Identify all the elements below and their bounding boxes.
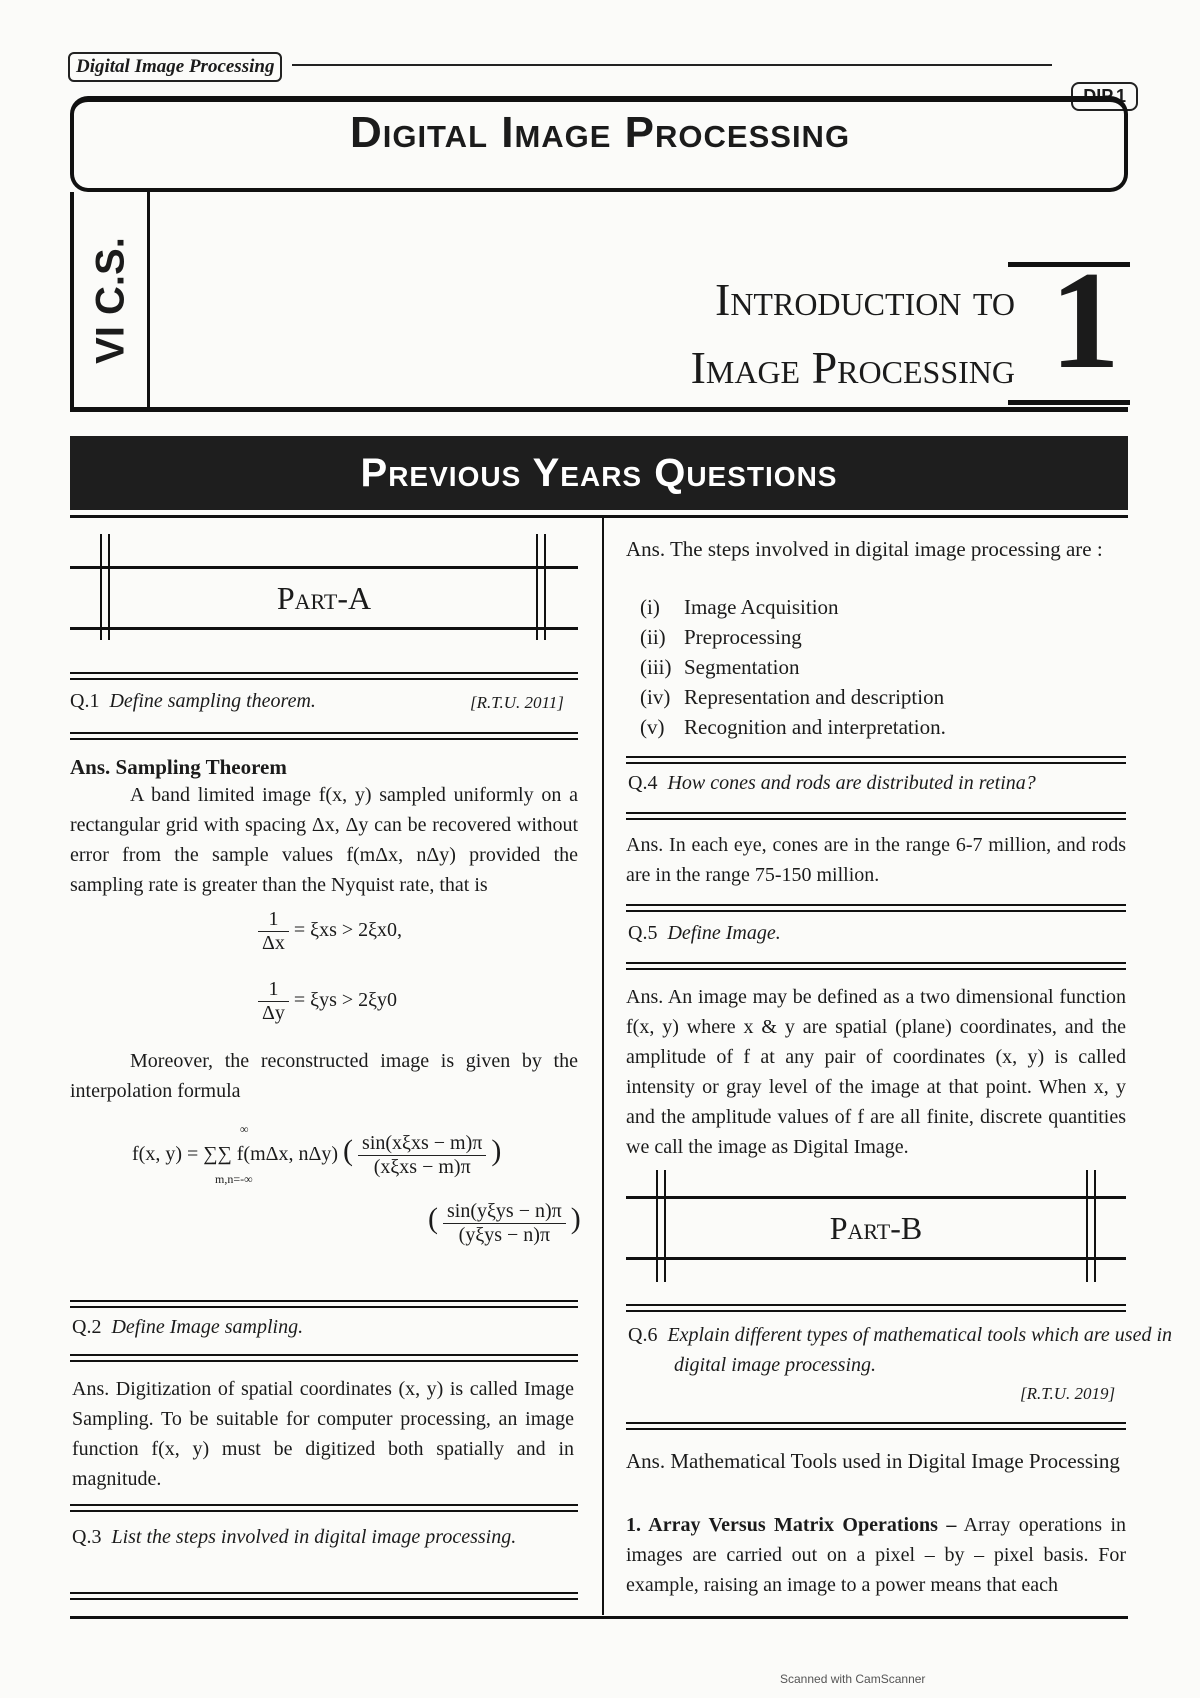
fraction [258, 908, 289, 955]
page-code: DIP.1 [1071, 82, 1138, 111]
item-text: Recognition and interpretation. [684, 715, 946, 739]
paragraph-text: Array operations in images are carried out on a pixel – by – pixel basis. For example, raising an image to a power means that each [626, 1514, 1126, 1596]
item-text: Preprocessing [684, 625, 802, 649]
equation-rhs: = ξys > 2ξy0 [293, 989, 398, 1012]
semester-label: VI C.S. [88, 237, 133, 364]
item-number: (iii) [640, 655, 672, 679]
chapter-number-bottom-bar [1008, 400, 1130, 405]
item-number: (iv) [640, 685, 671, 709]
q6-answer-heading: Ans. Mathematical Tools used in Digital Image Processing [626, 1449, 1120, 1473]
question-text: Define Image sampling. [111, 1316, 304, 1338]
question-number: Q.2 [72, 1316, 102, 1338]
item-number: (v) [640, 715, 665, 739]
numerator: 1 [258, 978, 289, 1002]
interpolation-formula-part2 [428, 1200, 581, 1247]
denominator: Δy [262, 1002, 285, 1024]
q1-answer-para1: A band limited image f(x, y) sampled uniformly on a rectangular grid with spacing Δx, Δy can be recovered without error from the sample values f(mΔx, nΔy) provided the sampling rate is greater than the Nyquist rate, that is [70, 784, 578, 896]
fraction [443, 1200, 566, 1247]
equation-rhs: = ξxs > 2ξx0, [293, 919, 403, 942]
fraction [358, 1132, 486, 1179]
denominator: Δx [262, 932, 285, 954]
numerator: sin(yξys − n)π [443, 1200, 566, 1224]
question-5 [628, 922, 1128, 945]
chapter-title-line2: Image Processing [690, 342, 1015, 393]
question-text: Explain different types of mathematical tools which are used in digital image processing. [667, 1324, 1173, 1376]
paren: ( [428, 1202, 438, 1236]
rule [70, 672, 578, 680]
rule [70, 732, 578, 740]
item-text: Representation and description [684, 685, 945, 709]
q6-answer-para1 [626, 1510, 1126, 1600]
chapter-number: 1 [1050, 243, 1120, 398]
part-a-heading: Part-A [70, 566, 578, 630]
q1-answer-para2: Moreover, the reconstructed image is given by the interpolation formula [70, 1050, 578, 1102]
rule [70, 1300, 578, 1308]
nyquist-eq-y [258, 978, 397, 1025]
part-b-heading: Part-B [626, 1196, 1126, 1260]
fraction [258, 978, 289, 1025]
question-number: Q.6 [628, 1324, 658, 1346]
item-number: (ii) [640, 625, 666, 649]
rule [626, 1422, 1126, 1430]
q6-reference: [R.T.U. 2019] [1020, 1384, 1116, 1403]
list-item [640, 592, 1120, 622]
chapter-title-line1: Introduction to [715, 274, 1015, 325]
question-number: Q.5 [628, 922, 658, 944]
subheading: 1. Array Versus Matrix Operations – [626, 1514, 957, 1536]
running-header: Digital Image Processing [68, 52, 282, 82]
section-banner: Previous Years Questions [70, 436, 1128, 510]
item-text: Segmentation [684, 655, 800, 679]
rule [626, 812, 1126, 820]
banner-rule [70, 515, 1128, 518]
question-number: Q.4 [628, 772, 658, 794]
header-rule [292, 64, 1052, 66]
sum-limits: m,n=-∞ [215, 1172, 253, 1186]
q2-answer: Ans. Digitization of spatial coordinates (x, y) is called Image Sampling. To be suitable for computer processing, an image function f(x, y) must be digitized both spatially and in magnitude. [72, 1378, 574, 1490]
book-title: Digital Image Processing [349, 108, 851, 157]
question-text: Define Image. [667, 922, 781, 944]
scanner-watermark: Scanned with CamScanner [780, 1672, 926, 1686]
column-separator [602, 515, 604, 1615]
denominator: (xξxs − m)π [373, 1156, 471, 1178]
formula-lhs: f(x, y) = ∑∑ f(mΔx, nΔy) [132, 1143, 339, 1166]
q1-answer-heading: Ans. Sampling Theorem [70, 755, 287, 779]
rule [70, 1354, 578, 1362]
item-text: Image Acquisition [684, 595, 839, 619]
question-number: Q.3 [72, 1526, 102, 1548]
numerator: 1 [258, 908, 289, 932]
rule [626, 962, 1126, 970]
list-item [640, 682, 1120, 712]
question-6 [628, 1320, 1172, 1380]
question-text: How cones and rods are distributed in retina? [667, 772, 1036, 794]
q1-reference: [R.T.U. 2011] [470, 693, 564, 712]
paren: ) [491, 1134, 502, 1168]
question-number: Q.1 [70, 690, 100, 712]
bottom-rule [70, 1616, 1128, 1619]
q4-answer: Ans. In each eye, cones are in the range 6-7 million, and rods are in the range 75-150 million. [626, 834, 1126, 886]
question-4 [628, 772, 1128, 795]
q3-answer-intro: Ans. The steps involved in digital image processing are : [626, 537, 1103, 561]
interpolation-formula [132, 1132, 501, 1179]
question-3 [72, 1522, 618, 1552]
q3-steps-list [640, 592, 1120, 742]
paren: ) [570, 1202, 581, 1236]
numerator: sin(xξxs − m)π [358, 1132, 486, 1156]
question-text: List the steps involved in digital image processing. [111, 1526, 517, 1548]
rule [626, 1304, 1126, 1312]
list-item [640, 652, 1120, 682]
chapter-title [691, 266, 1015, 402]
question-2 [72, 1316, 572, 1339]
list-item [640, 712, 1120, 742]
rule [626, 756, 1126, 764]
question-1 [70, 690, 510, 713]
denominator: (yξys − n)π [458, 1224, 551, 1246]
item-number: (i) [640, 595, 660, 619]
list-item [640, 622, 1120, 652]
rule [626, 904, 1126, 912]
paren: ( [343, 1134, 354, 1168]
question-text: Define sampling theorem. [109, 690, 316, 712]
nyquist-eq-x [258, 908, 402, 955]
q5-answer: Ans. An image may be defined as a two dimensional function f(x, y) where x & y are spatial (plane) coordinates, and the amplitude of f at any pair of coordinates (x, y) is called intensity or gray level of the image at that point. When x, y and the amplitude values of f are all finite, discrete quantities we call the image as Digital Image. [626, 986, 1126, 1158]
rule [70, 1592, 578, 1600]
sum-top: ∞ [240, 1122, 249, 1136]
rule [70, 1504, 578, 1512]
